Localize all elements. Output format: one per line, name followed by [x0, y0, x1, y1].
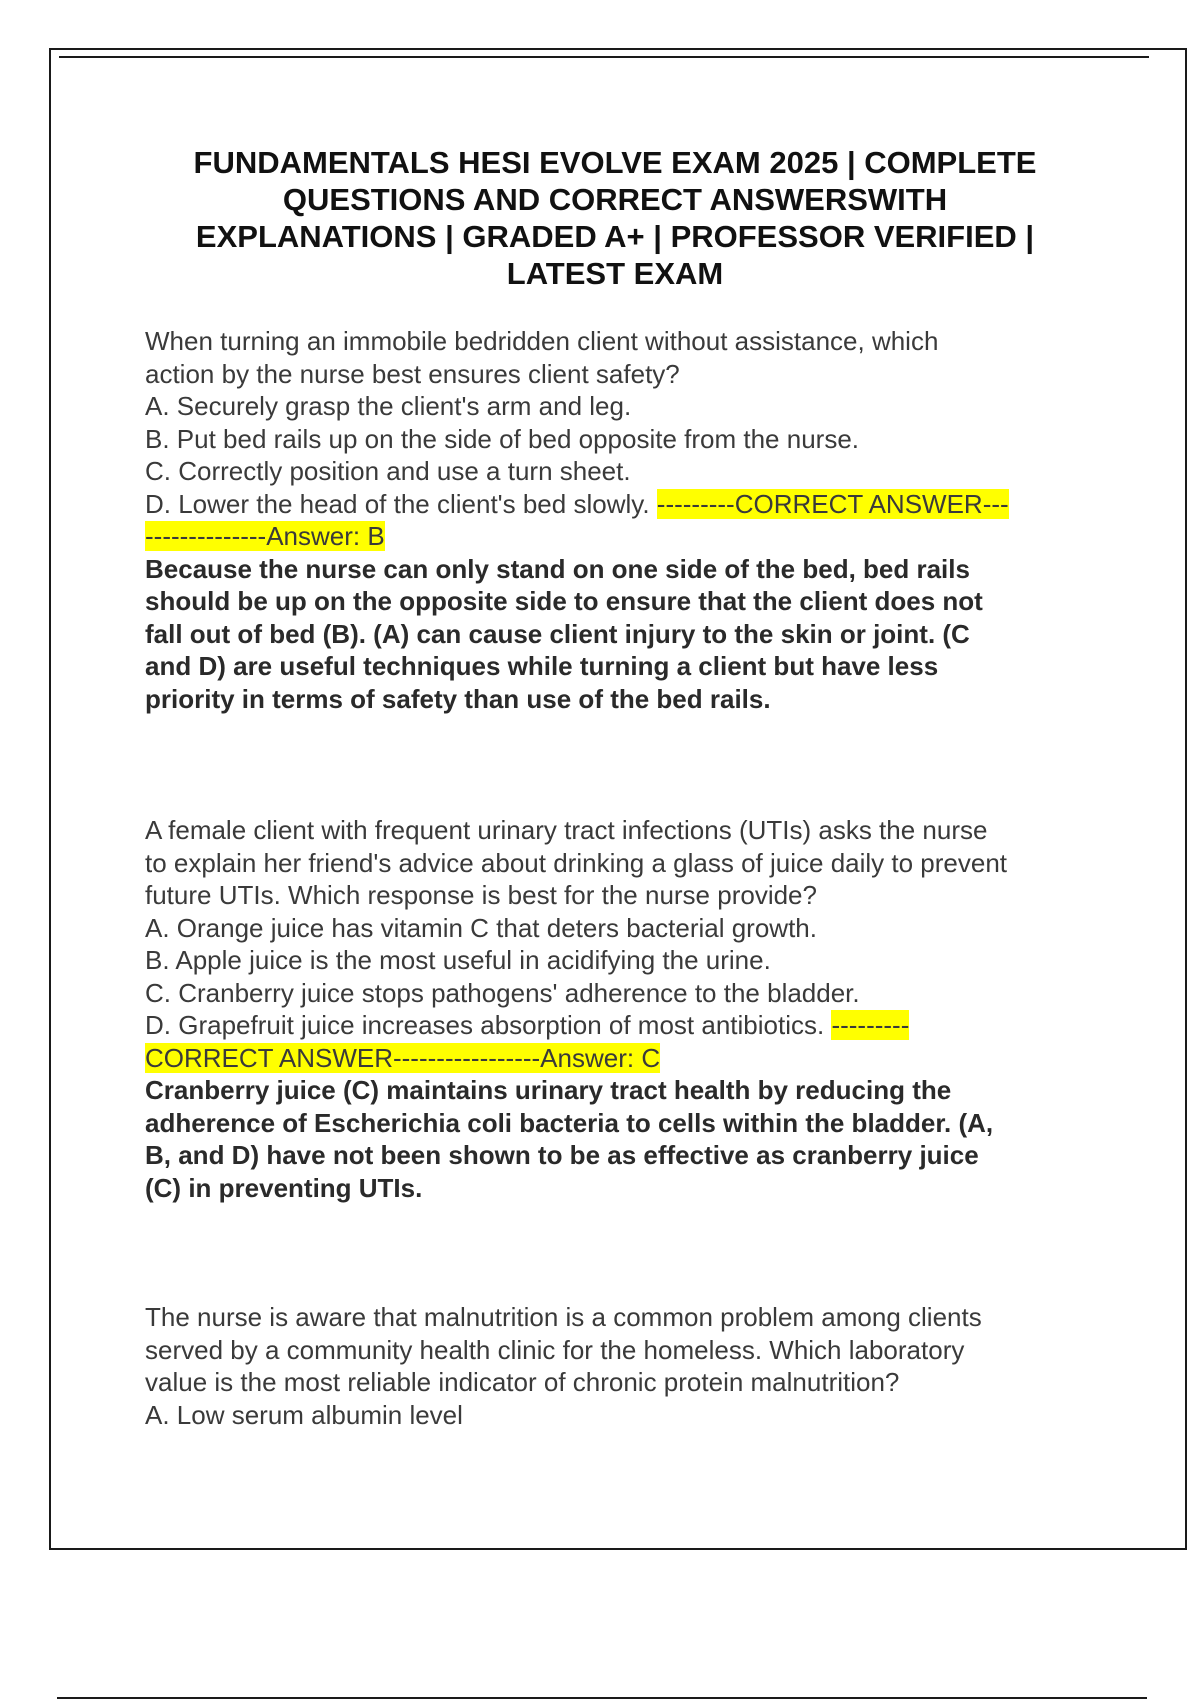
bottom-rule [57, 1697, 1147, 1699]
explanation-line: adherence of Escherichia coli bacteria to cells within the bladder. (A, [145, 1107, 994, 1138]
answer-option: B. Apple juice is the most useful in acidifying the urine. [145, 945, 771, 975]
explanation-line: Because the nurse can only stand on one side of the bed, bed rails [145, 553, 970, 584]
answer-option: C. Correctly position and use a turn sheet. [145, 456, 631, 486]
question-3 [145, 1301, 1145, 1431]
question-stem-line: action by the nurse best ensures client safety? [145, 358, 680, 389]
answer-option: A. Securely grasp the client's arm and leg. [145, 391, 632, 421]
correct-answer-highlight: --------- [831, 1010, 910, 1040]
question-2 [145, 814, 1145, 1204]
answer-option-last [145, 488, 1145, 521]
question-stem-line: When turning an immobile bedridden client without assistance, which [145, 326, 939, 356]
title-line: QUESTIONS AND CORRECT ANSWERSWITH [282, 182, 948, 217]
answer-option-text: D. Lower the head of the client's bed slowly. [145, 488, 650, 519]
question-stem-line: served by a community health clinic for the homeless. Which laboratory [145, 1334, 965, 1365]
answer-option-last [145, 1009, 1145, 1042]
question-stem-line: to explain her friend's advice about drinking a glass of juice daily to prevent [145, 847, 1008, 878]
correct-answer-line [145, 1042, 1145, 1075]
answer-option-text: D. Grapefruit juice increases absorption of most antibiotics. [145, 1010, 825, 1040]
question-stem-line: A female client with frequent urinary tract infections (UTIs) asks the nurse [145, 815, 988, 845]
document-title [120, 144, 1110, 292]
explanation-line: and D) are useful techniques while turning a client but have less [145, 651, 939, 681]
answer-option: A. Low serum albumin level [145, 1399, 463, 1430]
answer-option: A. Orange juice has vitamin C that deters bacterial growth. [145, 912, 817, 943]
explanation-line: (C) in preventing UTIs. [145, 1172, 423, 1203]
correct-answer-highlight: CORRECT ANSWER-----------------Answer: C [145, 1042, 661, 1073]
explanation-line: should be up on the opposite side to ensure that the client does not [145, 586, 983, 616]
title-line: LATEST EXAM [506, 256, 724, 291]
question-stem-line: value is the most reliable indicator of chronic protein malnutrition? [145, 1367, 900, 1397]
answer-option: B. Put bed rails up on the side of bed opposite from the nurse. [145, 423, 859, 454]
question-stem-line: future UTIs. Which response is best for the nurse provide? [145, 880, 817, 910]
explanation-line: B, and D) have not been shown to be as effective as cranberry juice [145, 1140, 979, 1170]
answer-option: C. Cranberry juice stops pathogens' adherence to the bladder. [145, 977, 860, 1008]
question-1 [145, 325, 1145, 715]
explanation-line: priority in terms of safety than use of the bed rails. [145, 683, 771, 714]
title-line: EXPLANATIONS | GRADED A+ | PROFESSOR VERIFIED | [195, 219, 1035, 254]
correct-answer-line [145, 520, 1145, 553]
correct-answer-highlight: ---------CORRECT ANSWER--- [656, 488, 1009, 519]
title-line: FUNDAMENTALS HESI EVOLVE EXAM 2025 | COMPLETE [193, 145, 1037, 180]
explanation-line: fall out of bed (B). (A) can cause client injury to the skin or joint. (C [145, 618, 970, 649]
correct-answer-highlight: --------------Answer: B [145, 521, 385, 551]
question-stem-line: The nurse is aware that malnutrition is a common problem among clients [145, 1302, 982, 1332]
top-rule [59, 56, 1149, 58]
explanation-line: Cranberry juice (C) maintains urinary tract health by reducing the [145, 1075, 952, 1105]
